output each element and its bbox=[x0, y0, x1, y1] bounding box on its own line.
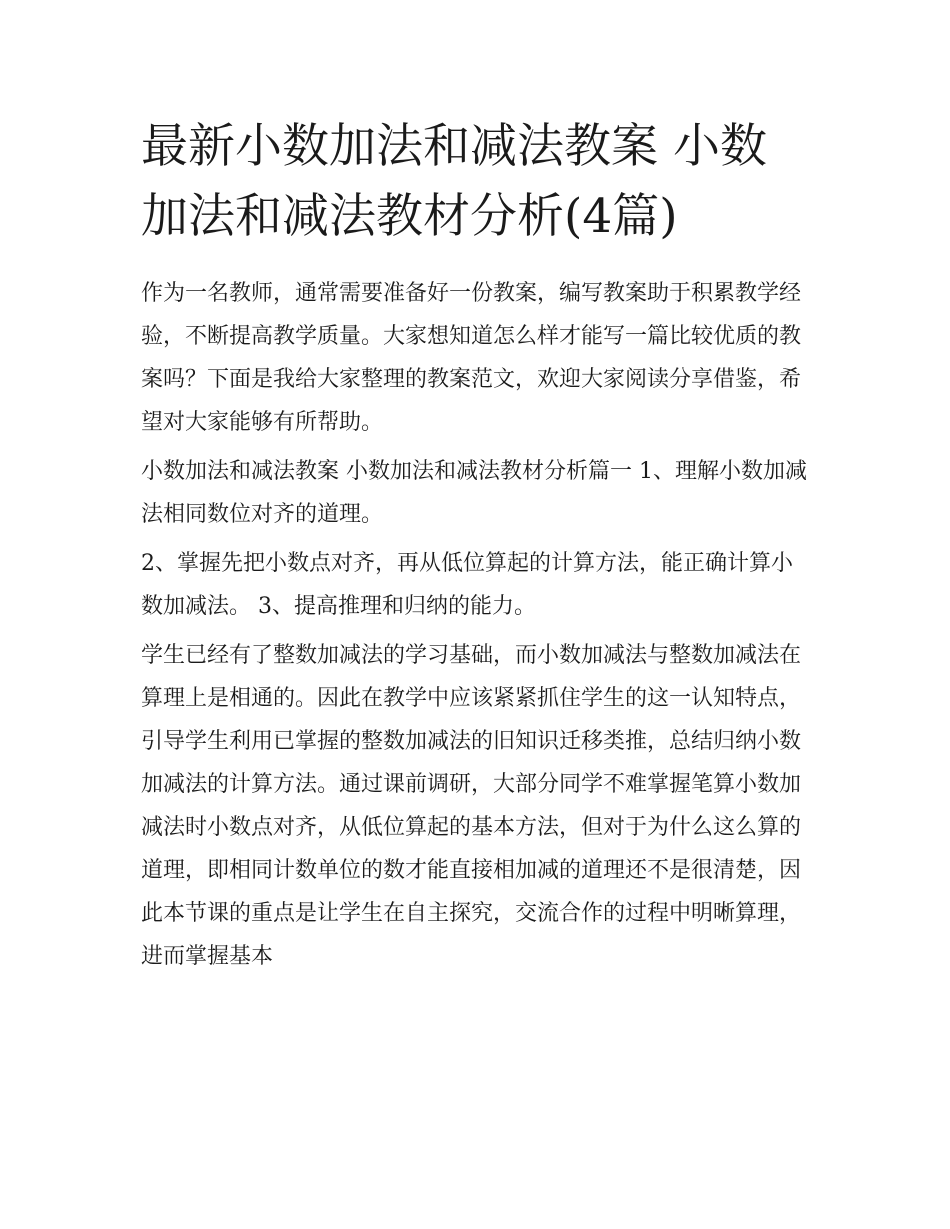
paragraph-intro: 作为一名教师，通常需要准备好一份教案，编写教案助于积累教学经验，不断提高教学质量。大家想知道怎么样才能写一篇比较优质的教案吗？下面是我给大家整理的教案范文，欢迎大家阅读分享借鉴，希望对大家能够有所帮助。 bbox=[141, 281, 802, 435]
document-page bbox=[141, 112, 813, 984]
paragraph-section-one: 小数加法和减法教案 小数加法和减法教材分析篇一 1、理解小数加减法相同数位对齐的道理。 bbox=[141, 459, 807, 527]
paragraph-analysis: 学生已经有了整数加减法的学习基础，而小数加减法与整数加减法在算理上是相通的。因此在教学中应该紧紧抓住学生的这一认知特点，引导学生利用已掌握的整数加减法的旧知识迁移类推，总结归纳小数加减法的计算方法。通过课前调研，大部分同学不难掌握笔算小数加减法时小数点对齐，从低位算起的基本方法，但对于为什么这么算的道理，即相同计数单位的数才能直接相加减的道理还不是很清楚，因此本节课的重点是让学生在自主探究，交流合作的过程中明晰算理，进而掌握基本 bbox=[141, 643, 802, 969]
paragraph-objectives: 2、掌握先把小数点对齐，再从低位算起的计算方法，能正确计算小数加减法。 3、提高推理和归纳的能力。 bbox=[141, 551, 793, 619]
document-title: 最新小数加法和减法教案 小数加法和减法教材分析(4篇) bbox=[141, 119, 767, 244]
